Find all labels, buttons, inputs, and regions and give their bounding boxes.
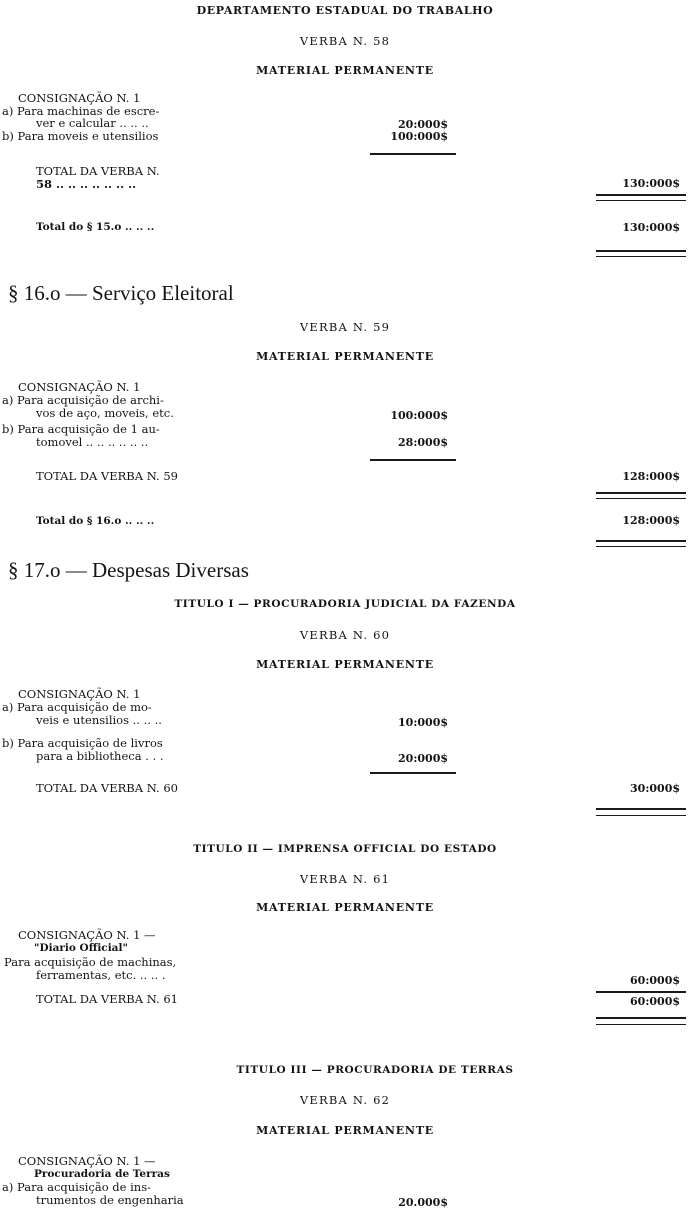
subtotal-rule — [370, 153, 456, 155]
item-a-line2: veis e utensilios .. .. .. — [36, 713, 162, 727]
item-a-value: 20.000$ — [398, 1196, 448, 1209]
item-b-value: 100:000$ — [390, 130, 448, 143]
item-a-line1: a) Para machinas de escre- — [2, 104, 160, 118]
total-rule — [596, 194, 686, 196]
verba-60-heading: VERBA N. 60 — [299, 628, 391, 642]
subtotal-rule — [370, 772, 456, 774]
item-line1: Para acquisição de machinas, — [4, 955, 177, 969]
section-15-total-label: Total do § 15.o .. .. .. — [36, 221, 155, 233]
titulo-2-heading: TITULO II — IMPRENSA OFFICIAL DO ESTADO — [193, 843, 497, 855]
item-a-line1: a) Para acquisição de archi- — [2, 393, 164, 407]
subtotal-rule — [596, 991, 686, 993]
material-permanente-heading: MATERIAL PERMANENTE — [256, 1124, 434, 1137]
section-16-rule-thin — [596, 546, 686, 547]
consignacao-label: CONSIGNAÇÃO N. 1 — — [18, 1154, 156, 1168]
item-a-line2: vos de aço, moveis, etc. — [36, 406, 174, 420]
verba-59-heading: VERBA N. 59 — [299, 320, 391, 334]
section-16-total-value: 128:000$ — [622, 514, 680, 527]
total-rule-thin — [596, 815, 686, 816]
diario-official-label: "Diario Official" — [34, 942, 128, 954]
section-17-title: § 17.o — Despesas Diversas — [8, 558, 249, 582]
verba-62-heading: VERBA N. 62 — [299, 1093, 391, 1107]
item-b-line1: b) Para acquisição de livros — [2, 736, 163, 750]
section-15-total-value: 130:000$ — [622, 221, 680, 234]
item-b-value: 28:000$ — [398, 436, 448, 449]
total-rule-thin — [596, 200, 686, 201]
material-permanente-heading: MATERIAL PERMANENTE — [256, 901, 434, 914]
total-rule — [596, 808, 686, 810]
material-permanente-heading: MATERIAL PERMANENTE — [256, 658, 434, 671]
total-verba-58-line2: 58 .. .. .. .. .. .. .. — [36, 177, 137, 191]
section-16-rule — [596, 540, 686, 542]
total-verba-61-label: TOTAL DA VERBA N. 61 — [36, 992, 178, 1006]
subtotal-rule — [370, 459, 456, 461]
item-b-line1: b) Para acquisição de 1 au- — [2, 422, 160, 436]
procuradoria-label: Procuradoria de Terras — [34, 1168, 170, 1180]
total-verba-58-line1: TOTAL DA VERBA N. — [36, 164, 160, 178]
consignacao-label: CONSIGNAÇÃO N. 1 — [18, 380, 141, 394]
material-permanente-heading: MATERIAL PERMANENTE — [256, 64, 434, 77]
item-a-line2: ver e calcular .. .. .. — [36, 116, 149, 130]
item-b-line2: tomovel .. .. .. .. .. .. — [36, 435, 149, 449]
item-value: 60:000$ — [630, 974, 680, 987]
consignacao-label: CONSIGNAÇÃO N. 1 — [18, 91, 141, 105]
total-rule — [596, 1017, 686, 1019]
total-rule — [596, 492, 686, 494]
item-a-line1: a) Para acquisição de mo- — [2, 700, 152, 714]
material-permanente-heading: MATERIAL PERMANENTE — [256, 350, 434, 363]
consignacao-label: CONSIGNAÇÃO N. 1 — [18, 687, 141, 701]
item-line2: ferramentas, etc. .. .. . — [36, 968, 166, 982]
titulo-1-heading: TITULO I — PROCURADORIA JUDICIAL DA FAZENDA — [174, 598, 516, 610]
item-a-value: 20:000$ — [398, 118, 448, 131]
item-a-line2: trumentos de engenharia — [36, 1193, 184, 1207]
item-b-line: b) Para moveis e utensilios — [2, 129, 159, 143]
verba-61-heading: VERBA N. 61 — [299, 872, 391, 886]
section-15-rule — [596, 250, 686, 252]
total-rule-thin — [596, 1024, 686, 1025]
item-a-line1: a) Para acquisição de ins- — [2, 1180, 151, 1194]
total-verba-60-label: TOTAL DA VERBA N. 60 — [36, 781, 178, 795]
verba-58-heading: VERBA N. 58 — [299, 34, 391, 48]
total-verba-61-value: 60:000$ — [630, 995, 680, 1008]
section-15-rule-thin — [596, 256, 686, 257]
item-b-value: 20:000$ — [398, 752, 448, 765]
titulo-3-heading: TITULO III — PROCURADORIA DE TERRAS — [236, 1064, 514, 1076]
total-rule-thin — [596, 498, 686, 499]
total-verba-58-value: 130:000$ — [622, 177, 680, 190]
item-a-value: 10:000$ — [398, 716, 448, 729]
total-verba-59-label: TOTAL DA VERBA N. 59 — [36, 469, 178, 483]
section-16-total-label: Total do § 16.o .. .. .. — [36, 515, 155, 527]
total-verba-59-value: 128:000$ — [622, 470, 680, 483]
section-16-title: § 16.o — Serviço Eleitoral — [8, 281, 234, 305]
item-b-line2: para a bibliotheca . . . — [36, 749, 164, 763]
item-a-value: 100:000$ — [390, 409, 448, 422]
consignacao-label: CONSIGNAÇÃO N. 1 — — [18, 928, 156, 942]
department-heading: DEPARTAMENTO ESTADUAL DO TRABALHO — [196, 4, 494, 17]
total-verba-60-value: 30:000$ — [630, 782, 680, 795]
